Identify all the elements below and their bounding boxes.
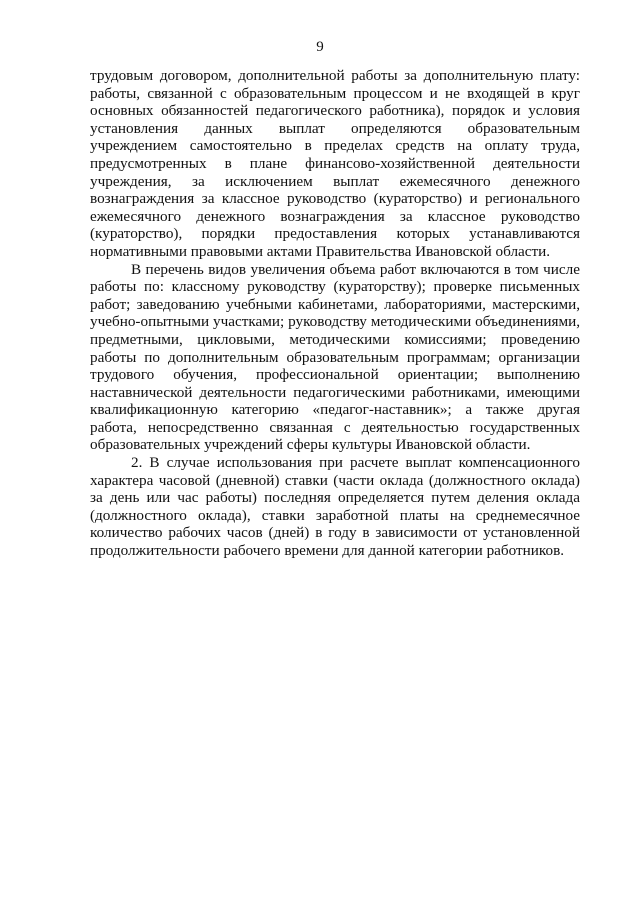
paragraph-work-types: В перечень видов увеличения объема работ включаются в том числе работы по: классному руководству (кураторству); проверке письменных работ; заведованию учебными кабинетами, лабораториями, мастерскими, учебно-опытными участками; руководству методическими объединениями, предметными, цикловыми, методическими комиссиями; проведению работы по дополнительным образовательным программам; организации трудового обучения, профессиональной ориентации; выполнению наставнической деятельности педагогическими работниками, имеющими квалификационную категорию «педагог-наставник»; а также другая работа, непосредственно связанная с деятельностью государственных образовательных учреждений сферы культуры Ивановской области.: [90, 260, 580, 454]
document-body: [90, 67, 580, 560]
paragraph-continued: трудовым договором, дополнительной работы за дополнительную плату: работы, связанной с образовательным процессом и не входящей в круг основных обязанностей педагогического работника), порядок и условия установления данных выплат определяются образовательным учреждением самостоятельно в пределах средств на оплату труда, предусмотренных в плане финансово-хозяйственной деятельности учреждения, за исключением выплат ежемесячного денежного вознаграждения за классное руководство (кураторство) и регионального ежемесячного денежного вознаграждения за классное руководство (кураторство), порядки предоставления которых устанавливаются нормативными правовыми актами Правительства Ивановской области.: [90, 67, 580, 260]
paragraph-clause-2: 2. В случае использования при расчете выплат компенсационного характера часовой (дневной) ставки (части оклада (должностного оклада) за день или час работы) последняя определяется путем деления оклада (должностного оклада), ставки заработной платы на среднемесячное количество рабочих часов (дней) в году в зависимости от установленной продолжительности рабочего времени для данной категории работников.: [90, 454, 580, 560]
page-number: 9: [316, 39, 324, 55]
